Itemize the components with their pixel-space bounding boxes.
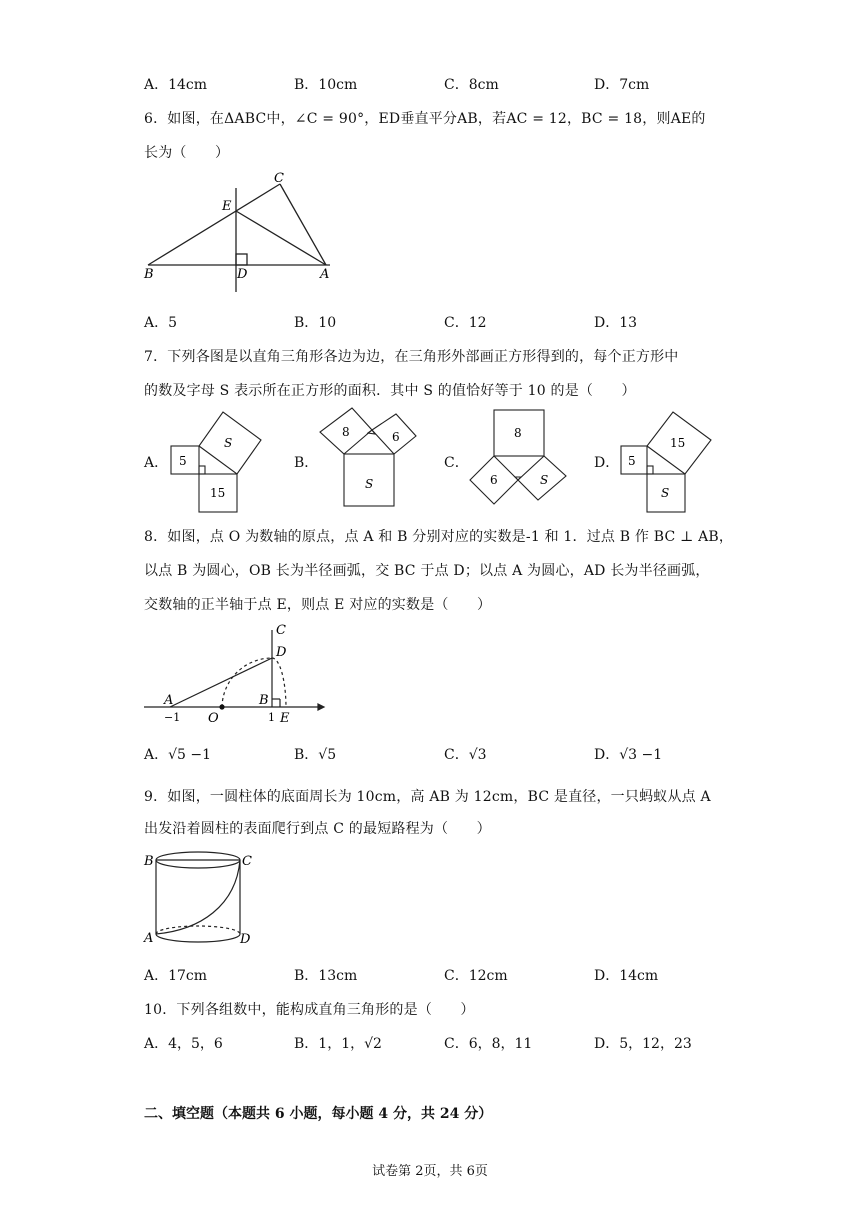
q9-label-d: D bbox=[240, 932, 251, 947]
q9-label-a: A bbox=[144, 931, 154, 946]
q7b-label-6: 6 bbox=[392, 430, 400, 444]
q10-option-c: C．6，8，11 bbox=[444, 1036, 533, 1052]
q8-figure bbox=[140, 618, 330, 726]
q6-label-e: E bbox=[222, 199, 232, 214]
q7-option-b: B． bbox=[294, 455, 319, 471]
q7-figure-c bbox=[466, 408, 576, 516]
q10-stem: 10．下列各组数中，能构成直角三角形的是（ ） bbox=[144, 1002, 475, 1018]
q8-label-b: B bbox=[259, 693, 269, 708]
q6-option-a: A．5 bbox=[144, 315, 178, 331]
q8-stem-line3: 交数轴的正半轴于点 E，则点 E 对应的实数是（ ） bbox=[144, 597, 492, 613]
q6-option-d: D．13 bbox=[594, 315, 638, 331]
q7-figure-a bbox=[168, 408, 268, 514]
q9-stem-line1: 9．如图，一圆柱体的底面周长为 10cm，高 AB 为 12cm，BC 是直径，一只蚂蚁从点 A bbox=[144, 789, 711, 805]
q8-stem-line1: 8．如图，点 O 为数轴的原点，点 A 和 B 分别对应的实数是-1 和 1．过点 B 作 BC ⊥ AB， bbox=[144, 529, 734, 545]
q5-option-c: C．8cm bbox=[444, 77, 499, 93]
q8-label-d: D bbox=[276, 645, 287, 660]
q6-label-b: B bbox=[144, 267, 154, 282]
q9-figure bbox=[140, 846, 260, 950]
q7-stem-line1: 7．下列各图是以直角三角形各边为边，在三角形外部画正方形得到的，每个正方形中 bbox=[144, 349, 679, 365]
q7d-label-5: 5 bbox=[628, 454, 636, 468]
q5-option-a: A．14cm bbox=[144, 77, 208, 93]
q6-label-a: A bbox=[320, 267, 330, 282]
q7a-label-15: 15 bbox=[210, 486, 226, 500]
q8-label-e: E bbox=[280, 711, 290, 726]
q10-option-a: A．4，5，6 bbox=[144, 1036, 223, 1052]
q7d-label-15: 15 bbox=[670, 436, 686, 450]
q7a-label-s: S bbox=[224, 436, 233, 450]
q7d-label-s: S bbox=[661, 486, 670, 500]
q6-option-b: B．10 bbox=[294, 315, 337, 331]
q9-option-d: D．14cm bbox=[594, 968, 659, 984]
q6-stem-line1: 6．如图，在ΔABC中，∠C = 90°，ED垂直平分AB，若AC = 12，BC = 18，则AE的 bbox=[144, 111, 706, 127]
q8-option-b: B．√5 bbox=[294, 747, 337, 763]
q6-label-c: C bbox=[274, 171, 284, 186]
q9-label-c: C bbox=[242, 854, 252, 869]
q7-figure-d bbox=[618, 408, 718, 514]
q8-label-c: C bbox=[276, 623, 286, 638]
q7-option-c: C． bbox=[444, 455, 469, 471]
q9-option-c: C．12cm bbox=[444, 968, 508, 984]
q9-option-b: B．13cm bbox=[294, 968, 358, 984]
q9-stem-line2: 出发沿着圆柱的表面爬行到点 C 的最短路程为（ ） bbox=[144, 821, 491, 837]
q7c-label-6: 6 bbox=[490, 473, 498, 487]
q7c-label-s: S bbox=[540, 473, 549, 487]
q7b-label-8: 8 bbox=[342, 425, 350, 439]
page-footer: 试卷第 2页，共 6页 bbox=[372, 1164, 488, 1179]
q8-label-a: A bbox=[164, 693, 174, 708]
q10-option-b: B．1，1，√2 bbox=[294, 1036, 382, 1052]
q8-stem-line2: 以点 B 为圆心，OB 长为半径画弧，交 BC 于点 D；以点 A 为圆心，AD 长为半径画弧， bbox=[144, 563, 710, 579]
q6-figure bbox=[140, 168, 340, 298]
q5-option-b: B．10cm bbox=[294, 77, 358, 93]
q9-label-b: B bbox=[144, 854, 154, 869]
q8-option-a: A．√5 −1 bbox=[144, 747, 212, 763]
q7a-label-5: 5 bbox=[179, 454, 187, 468]
q6-stem-line2: 长为（ ） bbox=[144, 145, 230, 161]
q7-stem-line2: 的数及字母 S 表示所在正方形的面积．其中 S 的值恰好等于 10 的是（ ） bbox=[144, 383, 636, 399]
q5-option-d: D．7cm bbox=[594, 77, 650, 93]
q8-label-minus1: −1 bbox=[164, 711, 181, 724]
q8-option-c: C．√3 bbox=[444, 747, 487, 763]
q7c-label-8: 8 bbox=[514, 426, 522, 440]
q7-option-a: A． bbox=[144, 455, 169, 471]
q8-label-o: O bbox=[208, 711, 219, 726]
q10-option-d: D．5，12，23 bbox=[594, 1036, 692, 1052]
q7b-label-s: S bbox=[365, 477, 374, 491]
q7-figure-b bbox=[316, 406, 426, 516]
q7-option-d: D． bbox=[594, 455, 620, 471]
q6-option-c: C．12 bbox=[444, 315, 487, 331]
q6-label-d: D bbox=[237, 267, 248, 282]
q8-label-1: 1 bbox=[268, 711, 275, 724]
q8-option-d: D．√3 −1 bbox=[594, 747, 663, 763]
q9-option-a: A．17cm bbox=[144, 968, 208, 984]
section-2-heading: 二、填空题（本题共 6 小题，每小题 4 分，共 24 分） bbox=[144, 1106, 493, 1122]
